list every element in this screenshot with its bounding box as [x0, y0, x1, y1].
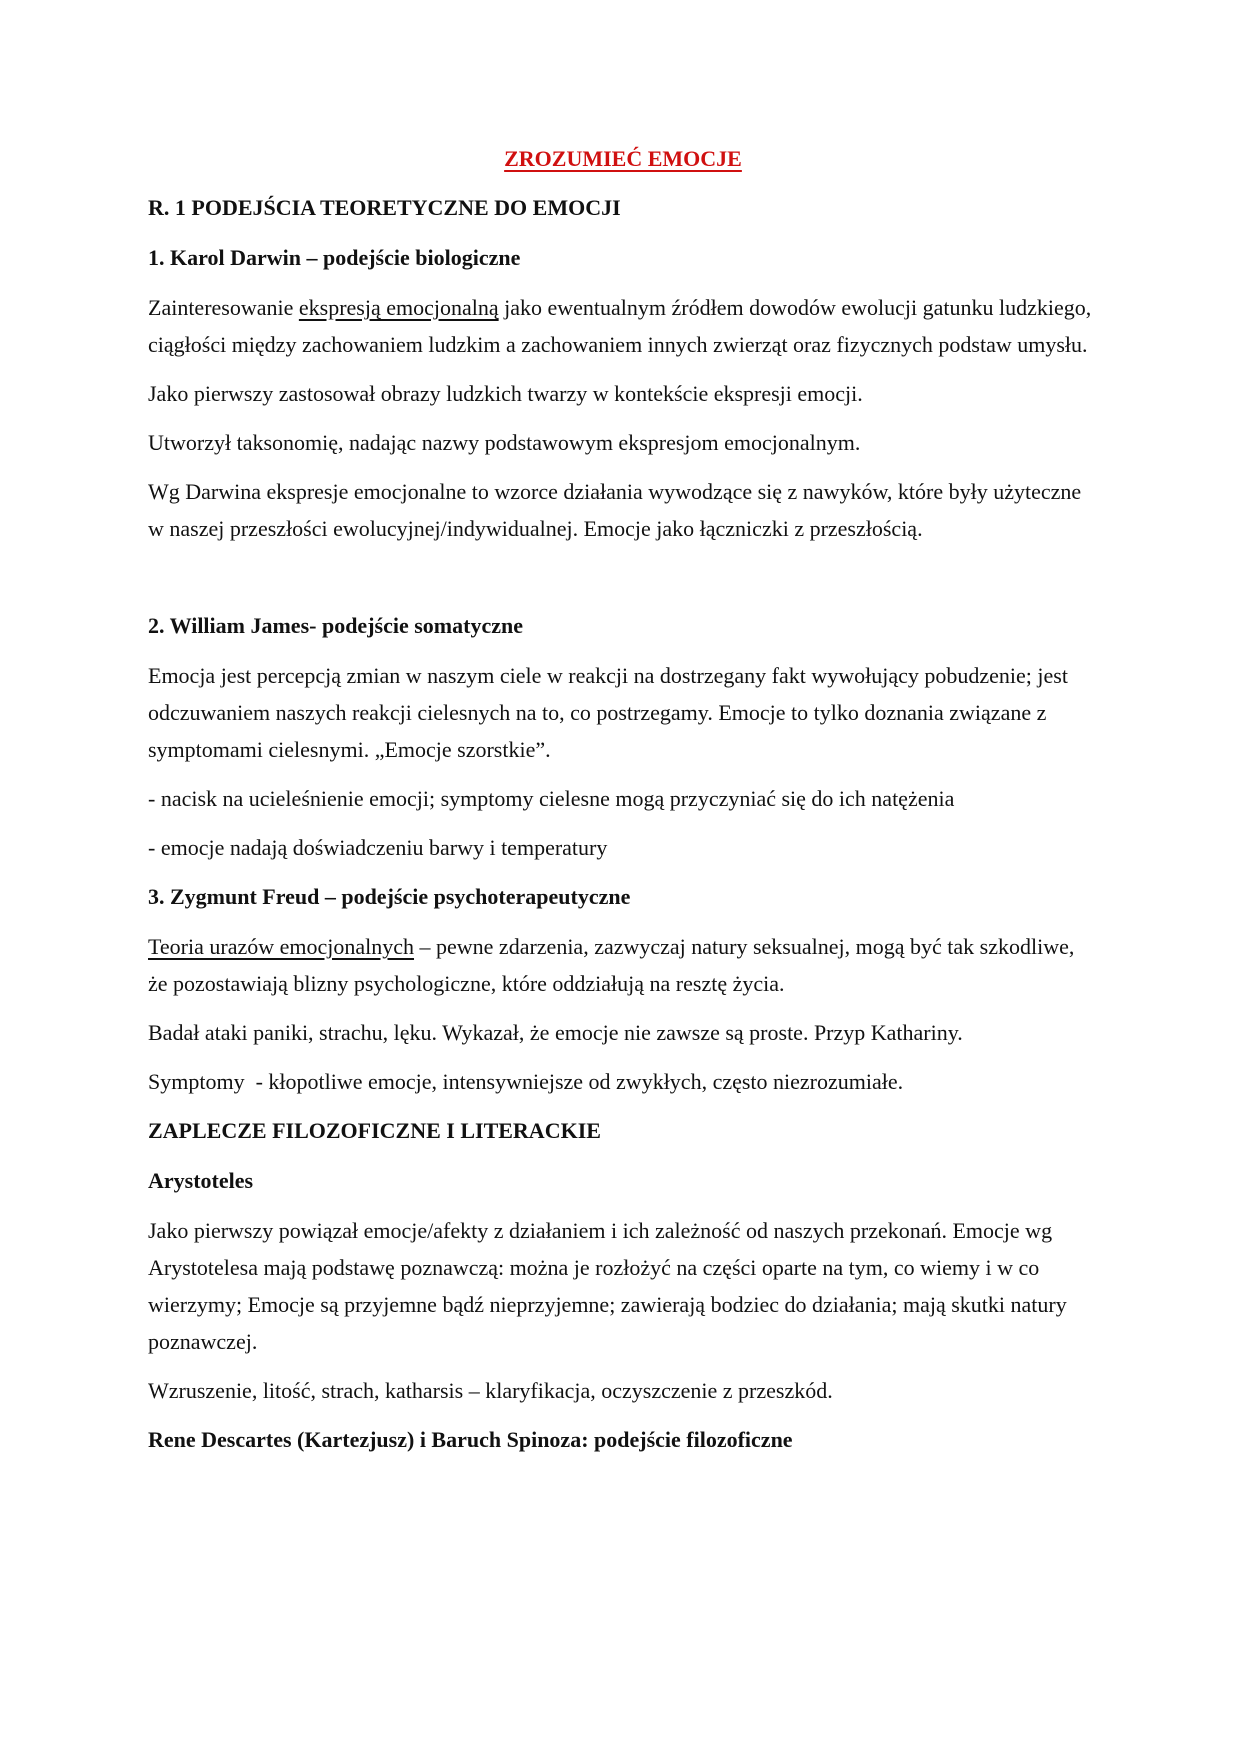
freud-paragraph-2: Badał ataki paniki, strachu, lęku. Wykazał, że emocje nie zawsze są proste. Przyp Kathariny.: [148, 1020, 963, 1045]
darwin-p1-end: jako ewentualnym źródłem dowodów ewolucji gatunku ludzkiego, ciągłości między zachowaniem ludzkim a zachowaniem innych zwierząt oraz fizycznych podstaw umysłu.: [148, 295, 1092, 357]
james-paragraph-3: - emocje nadają doświadczeniu barwy i temperatury: [148, 835, 608, 860]
darwin-paragraph-3: Utworzył taksonomię, nadając nazwy podstawowym ekspresjom emocjonalnym.: [148, 430, 861, 455]
aristotle-heading: Arystoteles: [148, 1168, 254, 1193]
descartes-spinoza-heading: Rene Descartes (Kartezjusz) i Baruch Spinoza: podejście filozoficzne: [148, 1427, 793, 1452]
aristotle-paragraph-2: Wzruszenie, litość, strach, katharsis – klaryfikacja, oczyszczenie z przeszkód.: [148, 1378, 833, 1403]
freud-p1-underlined: Teoria urazów emocjonalnych: [148, 934, 415, 959]
darwin-p1-start: Zainteresowanie: [148, 295, 299, 320]
darwin-paragraph-1: [148, 289, 1098, 363]
document-body: [148, 140, 1098, 1471]
freud-heading: 3. Zygmunt Freud – podejście psychoterapeutyczne: [148, 884, 631, 909]
empty-line: [148, 559, 1098, 607]
darwin-p1-underlined: ekspresją emocjonalną: [298, 295, 499, 320]
darwin-paragraph-2: Jako pierwszy zastosował obrazy ludzkich twarzy w kontekście ekspresji emocji.: [148, 381, 863, 406]
james-heading: 2. William James- podejście somatyczne: [148, 613, 523, 638]
document-title: ZROZUMIEĆ EMOCJE: [504, 146, 742, 171]
darwin-paragraph-4: Wg Darwina ekspresje emocjonalne to wzorce działania wywodzące się z nawyków, które były użyteczne w naszej przeszłości ewolucyjnej/indywidualnej. Emocje jako łączniczki z przeszłością.: [148, 479, 1082, 541]
darwin-heading: 1. Karol Darwin – podejście biologiczne: [148, 245, 521, 270]
freud-p1-end: – pewne zdarzenia, zazwyczaj natury seksualnej, mogą być tak szkodliwe, że pozostawiają blizny psychologiczne, które oddziałują na resztę życia.: [148, 934, 1075, 996]
james-paragraph-2: - nacisk na ucieleśnienie emocji; symptomy cielesne mogą przyczyniać się do ich natężenia: [148, 786, 955, 811]
freud-paragraph-1: [148, 928, 1098, 1002]
section-heading-philosophy: ZAPLECZE FILOZOFICZNE I LITERACKIE: [148, 1118, 601, 1143]
james-paragraph-1: Emocja jest percepcją zmian w naszym ciele w reakcji na dostrzegany fakt wywołujący pobudzenie; jest odczuwaniem naszych reakcji cielesnych na to, co postrzegamy. Emocje to tylko doznania związane z symptomami cielesnymi. „Emocje szorstkie”.: [148, 663, 1068, 762]
freud-paragraph-3: Symptomy - kłopotliwe emocje, intensywniejsze od zwykłych, często niezrozumiałe.: [148, 1069, 904, 1094]
aristotle-paragraph-1: Jako pierwszy powiązał emocje/afekty z działaniem i ich zależność od naszych przekonań. Emocje wg Arystotelesa mają podstawę poznawczą: można je rozłożyć na części oparte na tym, co wiemy i w co wierzymy; Emocje są przyjemne bądź nieprzyjemne; zawierają bodziec do działania; mają skutki natury poznawczej.: [148, 1218, 1067, 1354]
chapter-heading: R. 1 PODEJŚCIA TEORETYCZNE DO EMOCJI: [148, 195, 621, 220]
